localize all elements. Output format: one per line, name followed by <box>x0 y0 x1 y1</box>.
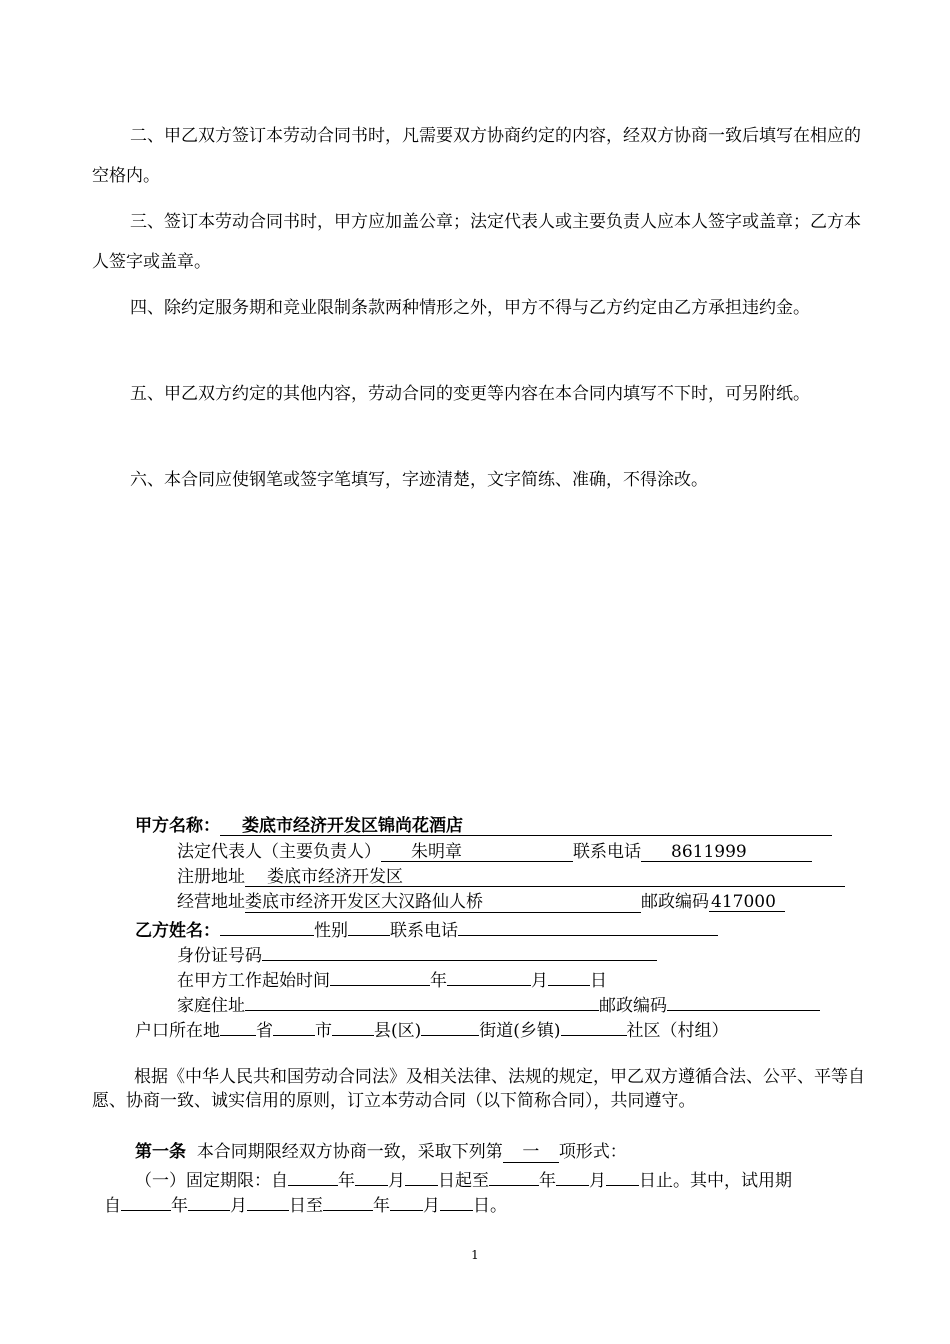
from-day-field[interactable] <box>405 1165 438 1186</box>
party-b-name-label: 乙方姓名： <box>135 921 220 941</box>
party-b-home-label: 家庭住址 <box>177 996 245 1016</box>
article-1-title: 第一条 <box>135 1142 186 1162</box>
party-b-gender-label: 性别 <box>314 921 348 941</box>
instruction-2: 二、甲乙双方签订本劳动合同书时，凡需要双方协商约定的内容，经双方协商一致后填写在相应的空格内。 <box>92 126 861 186</box>
party-a-reg-field[interactable]: 娄底市经济开发区 <box>245 867 845 887</box>
party-a-biz-row <box>177 890 785 914</box>
party-a-name-row <box>135 814 832 838</box>
hukou-county-field[interactable] <box>332 1015 374 1036</box>
start-month-field[interactable] <box>447 965 531 986</box>
probation-row: 自 年 月 日至 年 月 日。 <box>104 1190 507 1218</box>
party-b-home-row <box>177 990 820 1018</box>
hukou-city-field[interactable] <box>273 1015 315 1036</box>
party-b-start-row: 在甲方工作起始时间 年 月 日 <box>177 965 607 993</box>
party-b-home-field[interactable] <box>245 990 599 1011</box>
until-day-field[interactable] <box>606 1165 639 1186</box>
hukou-street-field[interactable] <box>421 1015 479 1036</box>
preamble: 根据《中华人民共和国劳动合同法》及相关法律、法规的规定，甲乙双方遵循合法、公平、平等自愿、协商一致、诚实信用的原则，订立本劳动合同（以下简称合同），共同遵守。 <box>92 1067 865 1111</box>
hukou-province-field[interactable] <box>220 1015 256 1036</box>
party-a-rep-field[interactable]: 朱明章 <box>381 842 573 862</box>
until-month-field[interactable] <box>556 1165 589 1186</box>
hukou-community-field[interactable] <box>561 1015 627 1036</box>
party-a-reg-row <box>177 865 845 889</box>
party-a-name-field[interactable]: 娄底市经济开发区锦尚花酒店 <box>220 816 832 836</box>
probation-to-day-field[interactable] <box>440 1190 473 1211</box>
party-a-rep-row <box>177 840 812 864</box>
party-a-rep-label: 法定代表人（主要负责人） <box>177 842 381 862</box>
party-b-phone-field[interactable] <box>458 915 718 936</box>
party-b-phone-label: 联系电话 <box>390 921 458 941</box>
party-b-id-row <box>177 940 657 968</box>
start-year-field[interactable] <box>330 965 430 986</box>
party-a-postcode-field[interactable]: 417000 <box>709 892 785 912</box>
party-b-id-field[interactable] <box>262 940 657 961</box>
party-b-name-row <box>135 915 718 943</box>
party-a-biz-field[interactable]: 娄底市经济开发区大汉路仙人桥 <box>245 892 641 913</box>
probation-from-year-field[interactable] <box>121 1190 171 1211</box>
party-b-gender-field[interactable] <box>348 915 390 936</box>
party-b-hukou-label: 户口所在地 <box>135 1021 220 1041</box>
fixed-term-label: （一）固定期限：自 <box>135 1171 288 1191</box>
party-a-phone-field[interactable]: 8611999 <box>641 842 812 862</box>
party-a-biz-label: 经营地址 <box>177 892 245 912</box>
from-year-field[interactable] <box>288 1165 338 1186</box>
party-b-hukou-row: 户口所在地 省 市 县(区) 街道(乡镇) 社区（村组） <box>135 1015 729 1043</box>
instruction-3: 三、签订本劳动合同书时，甲方应加盖公章；法定代表人或主要负责人应本人签字或盖章；乙方本人签字或盖章。 <box>92 212 861 272</box>
party-b-name-field[interactable] <box>220 915 314 936</box>
fixed-term-row: （一）固定期限：自 年 月 日起至 年 月 日止。其中，试用期 <box>135 1165 792 1193</box>
party-a-name-label: 甲方名称： <box>135 816 220 836</box>
party-b-postcode-field[interactable] <box>667 990 820 1011</box>
party-a-postcode-label: 邮政编码 <box>641 892 709 912</box>
start-day-field[interactable] <box>548 965 590 986</box>
instruction-5: 五、甲乙双方约定的其他内容，劳动合同的变更等内容在本合同内填写不下时，可另附纸。 <box>130 384 810 404</box>
party-b-id-label: 身份证号码 <box>177 946 262 966</box>
probation-to-month-field[interactable] <box>390 1190 423 1211</box>
instruction-6: 六、本合同应使钢笔或签字笔填写，字迹清楚，文字简练、准确，不得涂改。 <box>130 470 708 490</box>
probation-from-month-field[interactable] <box>188 1190 230 1211</box>
party-a-reg-label: 注册地址 <box>177 867 245 887</box>
instruction-4: 四、除约定服务期和竞业限制条款两种情形之外，甲方不得与乙方约定由乙方承担违约金。 <box>130 298 810 318</box>
probation-from-day-field[interactable] <box>247 1190 289 1211</box>
party-a-phone-label: 联系电话 <box>573 842 641 862</box>
from-month-field[interactable] <box>355 1165 388 1186</box>
page-number: 1 <box>471 1248 479 1262</box>
article-1-row: 第一条 本合同期限经双方协商一致，采取下列第 一 项形式： <box>135 1142 627 1162</box>
party-b-start-label: 在甲方工作起始时间 <box>177 971 330 991</box>
probation-to-year-field[interactable] <box>323 1190 373 1211</box>
until-year-field[interactable] <box>489 1165 539 1186</box>
article-1-choice-field[interactable]: 一 <box>503 1142 559 1163</box>
party-b-postcode-label: 邮政编码 <box>599 996 667 1016</box>
